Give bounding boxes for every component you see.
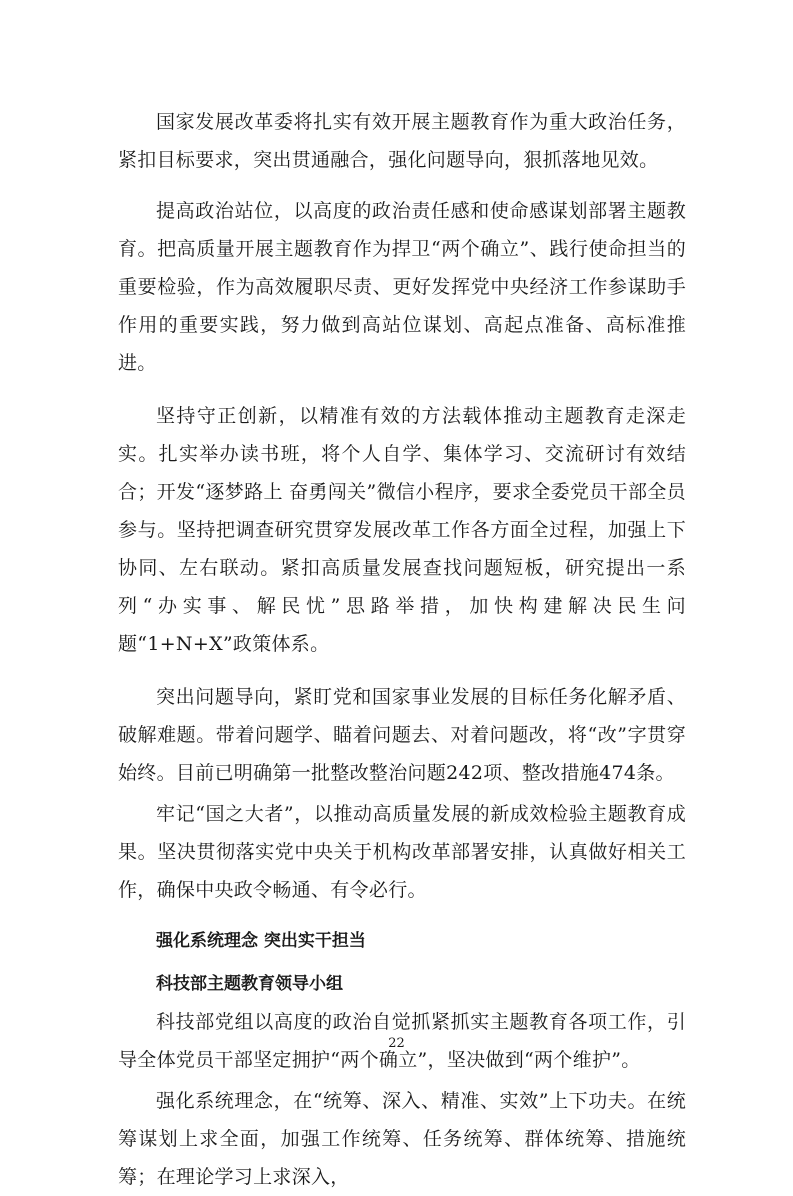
paragraph: 突出问题导向，紧盯党和国家事业发展的目标任务化解矛盾、破解难题。带着问题学、瞄着问题去、对着问题改，将“改”字贯穿始终。目前已明确第一批整改整治问题242项、整改措施474条。 [118, 686, 686, 784]
paragraph: 牢记“国之大者”，以推动高质量发展的新成效检验主题教育成果。坚决贯彻落实党中央关于机构改革部署安排，认真做好相关工作，确保中央政令畅通、有令必行。 [118, 803, 686, 901]
page-number: 22 [388, 1036, 405, 1051]
paragraph: 国家发展改革委将扎实有效开展主题教育作为重大政治任务，紧扣目标要求，突出贯通融合，强化问题导向，狠抓落地见效。 [118, 111, 686, 171]
paragraph: 提高政治站位，以高度的政治责任感和使命感谋划部署主题教育。把高质量开展主题教育作为捍卫“两个确立”、践行使命担当的重要检验，作为高效履职尽责、更好发挥党中央经济工作参谋助手作用的重要实践，努力做到高站位谋划、高起点准备、高标准推进。 [118, 200, 686, 374]
section-title: 强化系统理念 突出实干担当 [156, 931, 366, 951]
paragraph: 强化系统理念，在“统筹、深入、精准、实效”上下功夫。在统筹谋划上求全面，加强工作统筹、任务统筹、群体统筹、措施统筹；在理论学习上求深入， [118, 1090, 686, 1188]
document-body [118, 103, 686, 1196]
paragraph: 科技部党组以高度的政治自觉抓紧抓实主题教育各项工作，引导全体党员干部坚定拥护“两个确立”，坚决做到“两个维护”。 [118, 1011, 686, 1071]
section-author: 科技部主题教育领导小组 [156, 974, 343, 994]
paragraph: 坚持守正创新，以精准有效的方法载体推动主题教育走深走实。扎实举办读书班，将个人自学、集体学习、交流研讨有效结合；开发“逐梦路上 奋勇闯关”微信小程序，要求全委党员干部全员参与。坚持把调查研究贯穿发展改革工作各方面全过程，加强上下协同、左右联动。紧扣高质量发展查找问题短板，研究提出一系列“办实事、解民忧”思路举措，加快构建解决民生问题“1+N+X”政策体系。 [118, 405, 686, 655]
